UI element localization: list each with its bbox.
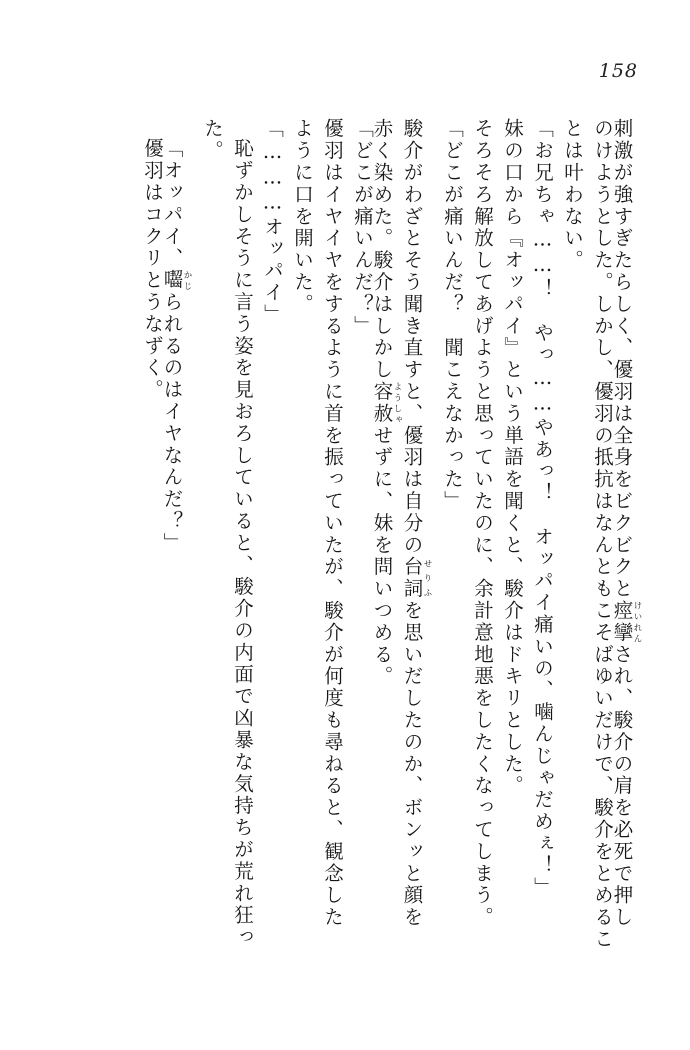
text-line: ように口を開いた。 [291,118,314,316]
text-line: 赤く染めた。駿介はしかし容赦ようしゃせずに、妹を問いつめる。 [370,118,402,688]
ruby-text: 容赦ようしゃ [370,380,402,425]
text-line: 「どこが痛いんだ？」 [351,118,374,337]
text-line: とは叶わない。 [561,118,584,272]
text-line: 恥ずかしそうに言う姿を見おろしていると、駿介の内面で凶暴な気持ちが荒れ狂っ [231,138,254,949]
text-line: 優羽はイヤイヤをするように首を振っていたが、駿介が何度も尋ねると、観念した [321,118,344,929]
ruby-text: 痙攣けいれん [610,599,642,644]
text-line: 「どこが痛いんだ？ 聞こえなかった」 [441,118,464,513]
text-line: 「お兄ちゃ……！ やっ……やあっ！ オッパイ痛いの、噛んじゃだめぇ！」 [531,118,554,899]
ruby-text: 台詞せりふ [400,556,432,600]
ruby-reading: かじ [182,269,192,292]
ruby-text: 囓かじ [160,269,192,292]
text-line: 駿介がわざとそう聞き直すと、優羽は自分の台詞せりふを思いだしたのか、ボンッと顔を [400,118,432,929]
ruby-reading: ようしゃ [392,380,402,425]
text-line: 妹の口から『オッパイ』という単語を聞くと、駿介はドキリとした。 [501,118,524,797]
text-line: 「………オッパイ」 [261,118,284,326]
ruby-reading: せりふ [422,556,432,600]
text-line: 優羽はコクリとうなずく。 [141,138,164,401]
text-line: 刺激が強すぎたらしく、優羽は全身をビクビクと痙攣けいれんされ、駿介の肩を必死で押し [610,118,642,929]
ruby-reading: けいれん [632,599,642,644]
text-line: そろそろ解放してあげようと思っていたのに、余計意地悪をしたくなってしまう。 [471,118,494,929]
text-line: た。 [201,118,224,162]
page-number: 158 [598,60,638,82]
vertical-text-block [48,118,642,998]
text-line: のけようとした。しかし、優羽の抵抗はなんともこそばゆいだけで、駿介をとめるこ [591,118,614,951]
text-line: 「オッパイ、囓かじられるのはイヤなんだ？」 [160,138,192,555]
